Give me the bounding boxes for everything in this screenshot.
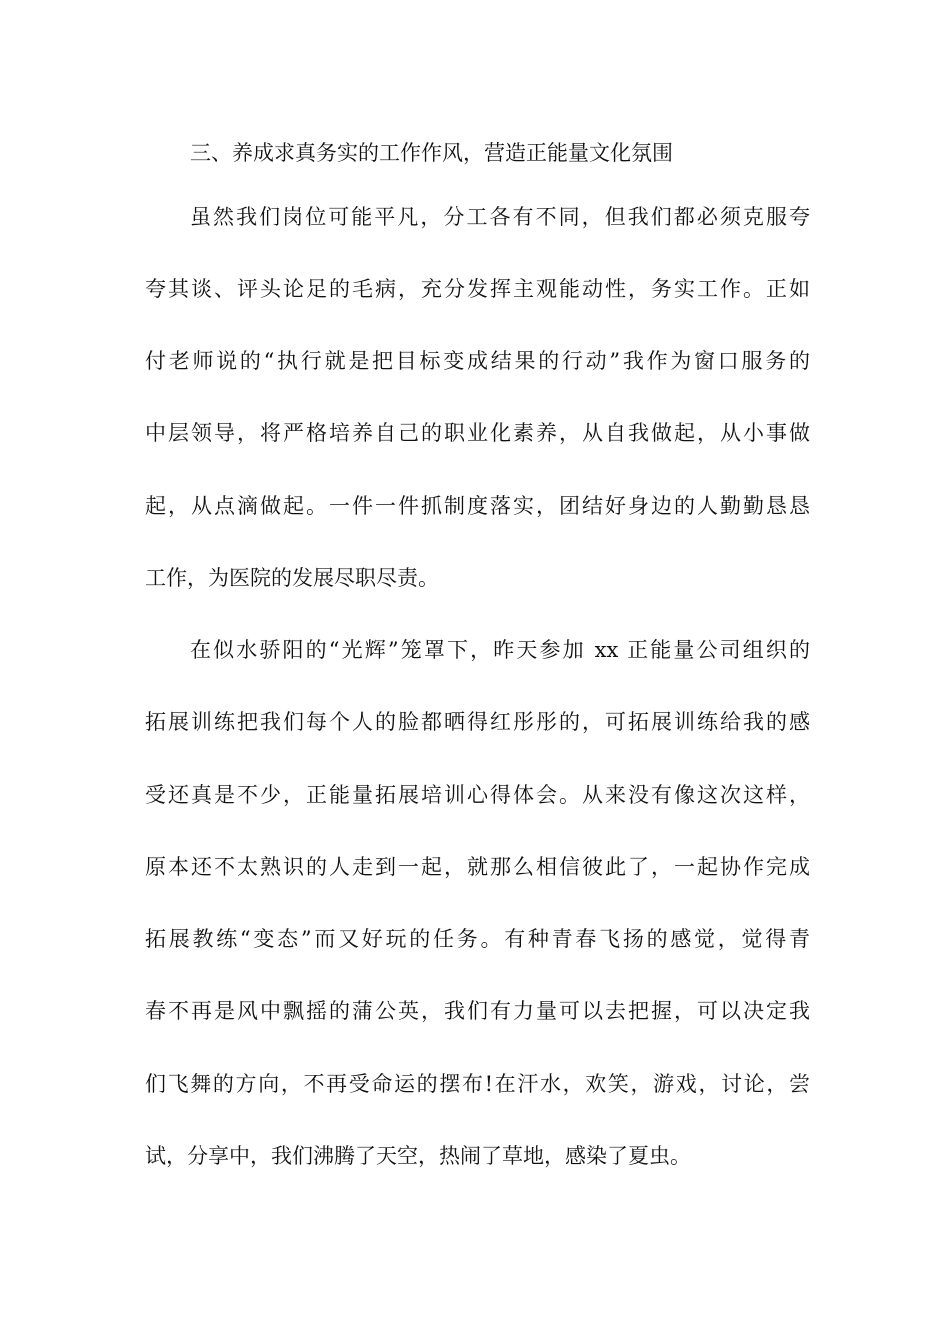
paragraph-line: 拓展训练把我们每个人的脸都晒得红彤彤的，可拓展训练给我的感	[145, 710, 810, 734]
paragraph-line: 试，分享中，我们沸腾了天空，热闹了草地，感染了夏虫。	[145, 1144, 691, 1168]
paragraph-line: 们飞舞的方向，不再受命运的摆布!在汗水，欢笑，游戏，讨论，尝	[145, 1072, 810, 1096]
paragraph-line: 原本还不太熟识的人走到一起，就那么相信彼此了，一起协作完成	[145, 855, 810, 879]
paragraph-line: 中层领导，将严格培养自己的职业化素养，从自我做起，从小事做	[145, 421, 810, 445]
paragraph-line: 拓展教练“变态”而又好玩的任务。有种青春飞扬的感觉，觉得青	[145, 927, 810, 951]
paragraph-line: 虽然我们岗位可能平凡，分工各有不同，但我们都必须克服夸	[190, 205, 810, 229]
section-heading: 三、养成求真务实的工作作风，营造正能量文化氛围	[190, 141, 673, 165]
paragraph-line: 在似水骄阳的“光辉”笼罩下，昨天参加 xx 正能量公司组织的	[190, 638, 810, 662]
paragraph-line: 夸其谈、评头论足的毛病，充分发挥主观能动性，务实工作。正如	[145, 277, 810, 301]
paragraph-line: 起，从点滴做起。一件一件抓制度落实，团结好身边的人勤勤恳恳	[145, 494, 810, 518]
paragraph-line: 受还真是不少，正能量拓展培训心得体会。从来没有像这次这样，	[145, 783, 810, 807]
paragraph-line: 春不再是风中飘摇的蒲公英，我们有力量可以去把握，可以决定我	[145, 999, 810, 1023]
paragraph-line: 工作，为医院的发展尽职尽责。	[145, 566, 439, 590]
paragraph-line: 付老师说的“执行就是把目标变成结果的行动”我作为窗口服务的	[145, 349, 810, 373]
